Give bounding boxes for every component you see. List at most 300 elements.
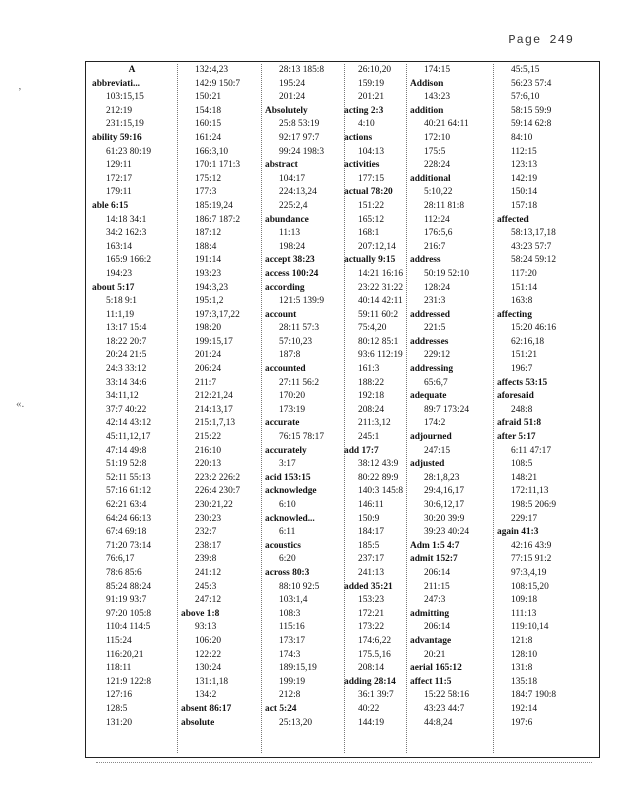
index-reference: 28:1,8,23 bbox=[424, 472, 460, 483]
bottom-rule bbox=[96, 762, 592, 763]
index-reference: 57:6,10 bbox=[511, 92, 540, 103]
index-term: addition bbox=[410, 105, 444, 116]
index-reference: 106:20 bbox=[195, 635, 222, 646]
index-reference: 34:11,12 bbox=[106, 391, 139, 402]
index-reference: 212:19 bbox=[106, 105, 133, 116]
index-reference: 142:19 bbox=[511, 173, 538, 184]
index-term: ability 59:16 bbox=[92, 132, 142, 143]
index-reference: 29:4,16,17 bbox=[424, 486, 465, 497]
index-reference: 186:7 187:2 bbox=[195, 214, 241, 225]
index-reference: 245:3 bbox=[195, 581, 217, 592]
index-reference: 161:3 bbox=[358, 364, 380, 375]
index-reference: 170:1 171:3 bbox=[195, 160, 241, 171]
index-reference: 33:14 34:6 bbox=[106, 377, 147, 388]
index-reference: 248:8 bbox=[511, 404, 533, 415]
index-reference: 194:3,23 bbox=[195, 282, 229, 293]
index-reference: 231:15,19 bbox=[106, 119, 144, 130]
index-reference: 118:11 bbox=[106, 663, 132, 674]
index-term: admitting bbox=[410, 608, 450, 619]
index-reference: 128:10 bbox=[511, 649, 538, 660]
index-reference: 173:22 bbox=[358, 622, 385, 633]
index-reference: 211:3,12 bbox=[358, 418, 391, 429]
index-reference: 238:17 bbox=[195, 540, 222, 551]
index-reference: 220:13 bbox=[195, 459, 222, 470]
index-reference: 134:2 bbox=[195, 690, 217, 701]
index-term: able 6:15 bbox=[92, 200, 129, 211]
index-reference: 15:22 58:16 bbox=[424, 690, 470, 701]
index-reference: 148:21 bbox=[511, 472, 538, 483]
index-term: accurately bbox=[265, 445, 307, 456]
index-reference: 231:3 bbox=[424, 296, 446, 307]
index-reference: 177:15 bbox=[358, 173, 385, 184]
index-reference: 91:19 93:7 bbox=[106, 595, 147, 606]
index-reference: 198:20 bbox=[195, 323, 222, 334]
index-reference: 92:17 97:7 bbox=[279, 132, 320, 143]
index-reference: 5:10,22 bbox=[424, 187, 453, 198]
index-reference: 165:9 166:2 bbox=[106, 255, 152, 266]
index-reference: 67:4 69:18 bbox=[106, 527, 147, 538]
index-term: Addison bbox=[410, 78, 444, 89]
index-reference: 25:13,20 bbox=[279, 717, 313, 728]
index-reference: 161:24 bbox=[195, 132, 222, 143]
index-reference: 151:22 bbox=[358, 200, 385, 211]
index-reference: 121:9 122:8 bbox=[106, 676, 152, 687]
margin-mark: ’ bbox=[18, 86, 22, 98]
index-term: accounted bbox=[265, 364, 306, 375]
index-reference: 150:21 bbox=[195, 92, 222, 103]
index-term: again 41:3 bbox=[497, 527, 539, 538]
index-term: add 17:7 bbox=[344, 445, 379, 456]
index-reference: 226:4 230:7 bbox=[195, 486, 241, 497]
index-reference: 11:1,19 bbox=[106, 309, 135, 320]
index-reference: 163:8 bbox=[511, 296, 533, 307]
index-reference: 44:8,24 bbox=[424, 717, 453, 728]
index-reference: 51:19 52:8 bbox=[106, 459, 147, 470]
index-reference: 140:3 145:8 bbox=[358, 486, 404, 497]
index-term: account bbox=[265, 309, 297, 320]
index-term: across 80:3 bbox=[265, 567, 310, 578]
index-reference: 103:1,4 bbox=[279, 595, 308, 606]
index-reference: 6:10 bbox=[279, 500, 296, 510]
index-reference: 112:15 bbox=[511, 146, 537, 157]
index-reference: 64:24 66:13 bbox=[106, 513, 152, 524]
index-reference: 135:18 bbox=[511, 676, 538, 687]
index-reference: 212:21,24 bbox=[195, 391, 233, 402]
index-reference: 116:20,21 bbox=[106, 649, 144, 660]
index-reference: 175:5 bbox=[424, 146, 446, 157]
index-reference: 130:24 bbox=[195, 663, 222, 674]
index-reference: 80:22 89:9 bbox=[358, 472, 399, 483]
index-reference: 89:7 173:24 bbox=[424, 404, 470, 415]
index-reference: 247:12 bbox=[195, 595, 222, 606]
index-reference: 104:13 bbox=[358, 146, 385, 157]
index-reference: 185:19,24 bbox=[195, 200, 233, 211]
index-reference: 27:11 56:2 bbox=[279, 377, 320, 388]
index-reference: 176:5,6 bbox=[424, 228, 453, 239]
index-reference: 172:21 bbox=[358, 608, 385, 619]
index-reference: 40:22 bbox=[358, 703, 380, 714]
index-reference: 20:21 bbox=[424, 649, 446, 660]
index-term: accept 38:23 bbox=[265, 255, 315, 266]
index-reference: 3:17 bbox=[279, 459, 296, 470]
index-reference: 194:23 bbox=[106, 268, 133, 279]
index-term: acid 153:15 bbox=[265, 472, 311, 483]
index-column-3 bbox=[265, 64, 345, 755]
index-reference: 193:23 bbox=[195, 268, 222, 279]
index-reference: 196:7 bbox=[511, 364, 533, 375]
index-reference: 199:19 bbox=[279, 676, 306, 687]
index-term: about 5:17 bbox=[92, 282, 135, 293]
index-reference: 229:17 bbox=[511, 513, 538, 524]
index-reference: 28:11 81:8 bbox=[424, 200, 465, 211]
index-reference: 80:12 85:1 bbox=[358, 336, 399, 347]
index-reference: 230:21,22 bbox=[195, 500, 233, 510]
index-reference: 216:10 bbox=[195, 445, 222, 456]
index-reference: 26:10,20 bbox=[358, 65, 392, 75]
index-reference: 110:4 114:5 bbox=[106, 622, 151, 633]
index-reference: 172:17 bbox=[106, 173, 133, 184]
index-reference: 13:17 15:4 bbox=[106, 323, 147, 334]
index-reference: 129:11 bbox=[106, 160, 132, 171]
index-reference: 85:24 88:24 bbox=[106, 581, 152, 592]
index-reference: 62:16,18 bbox=[511, 336, 545, 347]
index-reference: 119:10,14 bbox=[511, 622, 549, 633]
index-term: addressing bbox=[410, 364, 454, 375]
index-term: affecting bbox=[497, 309, 532, 320]
index-term: aerial 165:12 bbox=[410, 663, 462, 674]
index-reference: 150:9 bbox=[358, 513, 380, 524]
index-reference: 206:14 bbox=[424, 567, 451, 578]
index-reference: 151:14 bbox=[511, 282, 538, 293]
index-reference: 52:11 55:13 bbox=[106, 472, 151, 483]
index-reference: 189:15,19 bbox=[279, 663, 317, 674]
index-reference: 179:11 bbox=[106, 187, 132, 198]
index-reference: 153:23 bbox=[358, 595, 385, 606]
index-reference: 97:20 105:8 bbox=[106, 608, 152, 619]
index-reference: 146:11 bbox=[358, 500, 384, 510]
index-reference: 23:22 31:22 bbox=[358, 282, 404, 293]
index-term: adding 28:14 bbox=[344, 676, 396, 687]
index-reference: 198:24 bbox=[279, 241, 306, 252]
index-reference: 4:10 bbox=[358, 119, 375, 130]
index-reference: 58:15 59:9 bbox=[511, 105, 552, 116]
index-reference: 187:12 bbox=[195, 228, 222, 239]
index-reference: 197:3,17,22 bbox=[195, 309, 240, 320]
index-term: address bbox=[410, 255, 441, 266]
index-column-6 bbox=[497, 64, 595, 755]
index-reference: 37:7 40:22 bbox=[106, 404, 147, 415]
index-term: acting 2:3 bbox=[344, 105, 384, 116]
index-reference: 159:19 bbox=[358, 78, 385, 89]
index-reference: 45:5,15 bbox=[511, 65, 540, 75]
index-reference: 109:18 bbox=[511, 595, 538, 606]
index-reference: 177:3 bbox=[195, 187, 217, 198]
index-reference: 195:1,2 bbox=[195, 296, 224, 307]
index-reference: 172:10 bbox=[424, 132, 451, 143]
index-reference: 132:4,23 bbox=[195, 65, 229, 75]
index-reference: 14:18 34:1 bbox=[106, 214, 147, 225]
index-reference: 36:1 39:7 bbox=[358, 690, 394, 701]
index-reference: 43:23 44:7 bbox=[424, 703, 465, 714]
index-reference: 59:11 60:2 bbox=[358, 309, 399, 320]
index-reference: 172:11,13 bbox=[511, 486, 549, 497]
index-term: absent 86:17 bbox=[181, 703, 232, 714]
index-reference: 173:19 bbox=[279, 404, 306, 415]
index-reference: 188:22 bbox=[358, 377, 385, 388]
index-reference: 38:12 43:9 bbox=[358, 459, 399, 470]
index-reference: 57:16 61:12 bbox=[106, 486, 152, 497]
index-term: aforesaid bbox=[497, 391, 534, 402]
index-reference: 173:17 bbox=[279, 635, 306, 646]
index-reference: 232:7 bbox=[195, 527, 217, 538]
index-reference: 195:24 bbox=[279, 78, 306, 89]
word-index-table bbox=[85, 61, 600, 758]
index-reference: 143:23 bbox=[424, 92, 451, 103]
index-reference: 211:15 bbox=[424, 581, 450, 592]
index-reference: 97:3,4,19 bbox=[511, 567, 547, 578]
index-reference: 131:20 bbox=[106, 717, 133, 728]
index-reference: 88:10 92:5 bbox=[279, 581, 320, 592]
index-reference: 245:1 bbox=[358, 432, 380, 443]
index-reference: 28:11 57:3 bbox=[279, 323, 320, 334]
index-reference: 93:6 112:19 bbox=[358, 350, 403, 361]
index-reference: 30:20 39:9 bbox=[424, 513, 465, 524]
index-reference: 224:13,24 bbox=[279, 187, 317, 198]
index-reference: 71:20 73:14 bbox=[106, 540, 152, 551]
index-reference: 25:8 53:19 bbox=[279, 119, 320, 130]
index-reference: 6:20 bbox=[279, 554, 296, 565]
index-term: actions bbox=[344, 132, 373, 143]
index-reference: 241:13 bbox=[358, 567, 385, 578]
index-term: above 1:8 bbox=[181, 608, 220, 619]
index-term: addresses bbox=[410, 336, 449, 347]
index-term: according bbox=[265, 282, 305, 293]
index-term: access 100:24 bbox=[265, 268, 319, 279]
index-reference: 206:14 bbox=[424, 622, 451, 633]
index-reference: 127:16 bbox=[106, 690, 133, 701]
index-reference: 142:9 150:7 bbox=[195, 78, 241, 89]
index-reference: 228:24 bbox=[424, 160, 451, 171]
index-reference: 237:17 bbox=[358, 554, 385, 565]
index-reference: 121:8 bbox=[511, 635, 533, 646]
index-term: added 35:21 bbox=[344, 581, 393, 592]
index-reference: 42:14 43:12 bbox=[106, 418, 152, 429]
index-reference: 28:13 185:8 bbox=[279, 65, 325, 75]
index-reference: 65:6,7 bbox=[424, 377, 448, 388]
index-reference: 131:1,18 bbox=[195, 676, 229, 687]
index-reference: 108:3 bbox=[279, 608, 301, 619]
index-term: actual 78:20 bbox=[344, 187, 393, 198]
index-term: admit 152:7 bbox=[410, 554, 458, 565]
index-term: after 5:17 bbox=[497, 432, 536, 443]
index-reference: 76:6,17 bbox=[106, 554, 135, 565]
index-column-1 bbox=[92, 64, 172, 755]
index-reference: 45:11,12,17 bbox=[106, 432, 151, 443]
index-reference: 197:6 bbox=[511, 717, 533, 728]
index-reference: 157:18 bbox=[511, 200, 538, 211]
index-reference: 111:13 bbox=[511, 608, 537, 619]
index-reference: 163:14 bbox=[106, 241, 133, 252]
index-reference: 115:24 bbox=[106, 635, 132, 646]
index-reference: 123:13 bbox=[511, 160, 538, 171]
index-reference: 184:17 bbox=[358, 527, 385, 538]
index-term: Absolutely bbox=[265, 105, 308, 116]
index-reference: 170:20 bbox=[279, 391, 306, 402]
index-reference: 39:23 40:24 bbox=[424, 527, 470, 538]
index-reference: 128:24 bbox=[424, 282, 451, 293]
index-reference: 84:10 bbox=[511, 132, 533, 143]
index-reference: 11:13 bbox=[279, 228, 301, 239]
index-reference: 117:20 bbox=[511, 268, 537, 279]
index-reference: 207:12,14 bbox=[358, 241, 396, 252]
index-reference: 165:12 bbox=[358, 214, 385, 225]
index-reference: 211:7 bbox=[195, 377, 217, 388]
index-reference: 247:15 bbox=[424, 445, 451, 456]
index-reference: 42:16 43:9 bbox=[511, 540, 552, 551]
index-term: additional bbox=[410, 173, 451, 184]
index-reference: 108:5 bbox=[511, 459, 533, 470]
index-reference: 62:21 63:4 bbox=[106, 500, 147, 510]
margin-mark: «. bbox=[16, 398, 25, 410]
index-term: activities bbox=[344, 160, 380, 171]
index-term: adjusted bbox=[410, 459, 445, 470]
index-reference: 34:2 162:3 bbox=[106, 228, 147, 239]
index-reference: 144:19 bbox=[358, 717, 385, 728]
index-term: adjourned bbox=[410, 432, 452, 443]
index-reference: 99:24 198:3 bbox=[279, 146, 325, 157]
index-reference: 184:7 190:8 bbox=[511, 690, 557, 701]
index-reference: 103:15,15 bbox=[106, 92, 144, 103]
index-term: affects 53:15 bbox=[497, 377, 548, 388]
column-divider bbox=[177, 64, 178, 753]
index-reference: 174:15 bbox=[424, 65, 451, 75]
index-reference: 6:11 47:17 bbox=[511, 445, 552, 456]
index-term: accurate bbox=[265, 418, 300, 429]
index-column-2 bbox=[181, 64, 261, 755]
index-reference: 225:2,4 bbox=[279, 200, 308, 211]
index-term: Adm 1:5 4:7 bbox=[410, 540, 460, 551]
column-divider bbox=[493, 64, 494, 753]
index-term: affected bbox=[497, 214, 529, 225]
index-term: afraid 51:8 bbox=[497, 418, 542, 429]
index-reference: 75:4,20 bbox=[358, 323, 387, 334]
index-term: affect 11:5 bbox=[410, 676, 452, 687]
index-reference: 30:6,12,17 bbox=[424, 500, 465, 510]
index-reference: 174:3 bbox=[279, 649, 301, 660]
index-term: absolute bbox=[181, 717, 215, 728]
index-reference: 229:12 bbox=[424, 350, 451, 361]
index-column-5 bbox=[410, 64, 494, 755]
index-reference: 47:14 49:8 bbox=[106, 445, 147, 456]
index-term: adequate bbox=[410, 391, 447, 402]
index-reference: 206:24 bbox=[195, 364, 222, 375]
index-reference: 61:23 80:19 bbox=[106, 146, 152, 157]
index-term: acoustics bbox=[265, 540, 301, 551]
index-reference: 192:18 bbox=[358, 391, 385, 402]
index-reference: 40:21 64:11 bbox=[424, 119, 469, 130]
index-reference: 112:24 bbox=[424, 214, 450, 225]
index-reference: 76:15 78:17 bbox=[279, 432, 325, 443]
index-reference: 93:13 bbox=[195, 622, 217, 633]
index-reference: 247:3 bbox=[424, 595, 446, 606]
index-reference: 239:8 bbox=[195, 554, 217, 565]
index-reference: 223:2 226:2 bbox=[195, 472, 241, 483]
index-reference: 175:12 bbox=[195, 173, 222, 184]
index-reference: 198:5 206:9 bbox=[511, 500, 557, 510]
column-divider bbox=[261, 64, 262, 753]
index-reference: 150:14 bbox=[511, 187, 538, 198]
index-reference: 188:4 bbox=[195, 241, 217, 252]
page-number: Page 249 bbox=[508, 33, 574, 47]
index-reference: 221:5 bbox=[424, 323, 446, 334]
index-term: A bbox=[128, 65, 136, 75]
index-reference: 18:22 20:7 bbox=[106, 336, 147, 347]
index-reference: 5:18 9:1 bbox=[106, 296, 137, 307]
index-term: abstract bbox=[265, 160, 298, 171]
index-reference: 212:8 bbox=[279, 690, 301, 701]
index-reference: 24:3 33:12 bbox=[106, 364, 147, 375]
index-reference: 14:21 16:16 bbox=[358, 268, 404, 279]
index-reference: 59:14 62:8 bbox=[511, 119, 552, 130]
index-reference: 215:1,7,13 bbox=[195, 418, 236, 429]
index-reference: 43:23 57:7 bbox=[511, 241, 552, 252]
index-reference: 174:6,22 bbox=[358, 635, 392, 646]
index-reference: 151:21 bbox=[511, 350, 538, 361]
index-term: abbreviati... bbox=[92, 78, 141, 89]
index-reference: 201:24 bbox=[279, 92, 306, 103]
index-reference: 50:19 52:10 bbox=[424, 268, 470, 279]
index-reference: 58:13,17,18 bbox=[511, 228, 556, 239]
index-reference: 230:23 bbox=[195, 513, 222, 524]
index-reference: 121:5 139:9 bbox=[279, 296, 325, 307]
index-reference: 20:24 21:5 bbox=[106, 350, 147, 361]
index-reference: 77:15 91:2 bbox=[511, 554, 552, 565]
index-reference: 15:20 46:16 bbox=[511, 323, 557, 334]
index-reference: 215:22 bbox=[195, 432, 222, 443]
index-reference: 174:2 bbox=[424, 418, 446, 429]
index-reference: 214:13,17 bbox=[195, 404, 233, 415]
index-term: acknowled... bbox=[265, 513, 315, 524]
index-reference: 168:1 bbox=[358, 228, 380, 239]
index-reference: 216:7 bbox=[424, 241, 446, 252]
index-reference: 128:5 bbox=[106, 703, 128, 714]
index-reference: 58:24 59:12 bbox=[511, 255, 557, 266]
index-reference: 175.5,16 bbox=[358, 649, 391, 660]
index-reference: 201:21 bbox=[358, 92, 385, 103]
index-reference: 154:18 bbox=[195, 105, 222, 116]
index-reference: 40:14 42:11 bbox=[358, 296, 403, 307]
index-reference: 187:8 bbox=[279, 350, 301, 361]
index-reference: 192:14 bbox=[511, 703, 538, 714]
index-reference: 78:6 85:6 bbox=[106, 567, 142, 578]
column-divider bbox=[406, 64, 407, 753]
index-term: actually 9:15 bbox=[344, 255, 396, 266]
index-reference: 201:24 bbox=[195, 350, 222, 361]
index-reference: 185:5 bbox=[358, 540, 380, 551]
index-reference: 131:8 bbox=[511, 663, 533, 674]
index-reference: 199:15,17 bbox=[195, 336, 233, 347]
index-term: abundance bbox=[265, 214, 309, 225]
index-reference: 208:24 bbox=[358, 404, 385, 415]
index-reference: 108:15,20 bbox=[511, 581, 549, 592]
index-reference: 115:16 bbox=[279, 622, 305, 633]
index-term: advantage bbox=[410, 635, 452, 646]
index-reference: 241:12 bbox=[195, 567, 222, 578]
index-reference: 166:3,10 bbox=[195, 146, 229, 157]
index-term: act 5:24 bbox=[265, 703, 297, 714]
index-reference: 160:15 bbox=[195, 119, 222, 130]
index-reference: 104:17 bbox=[279, 173, 306, 184]
